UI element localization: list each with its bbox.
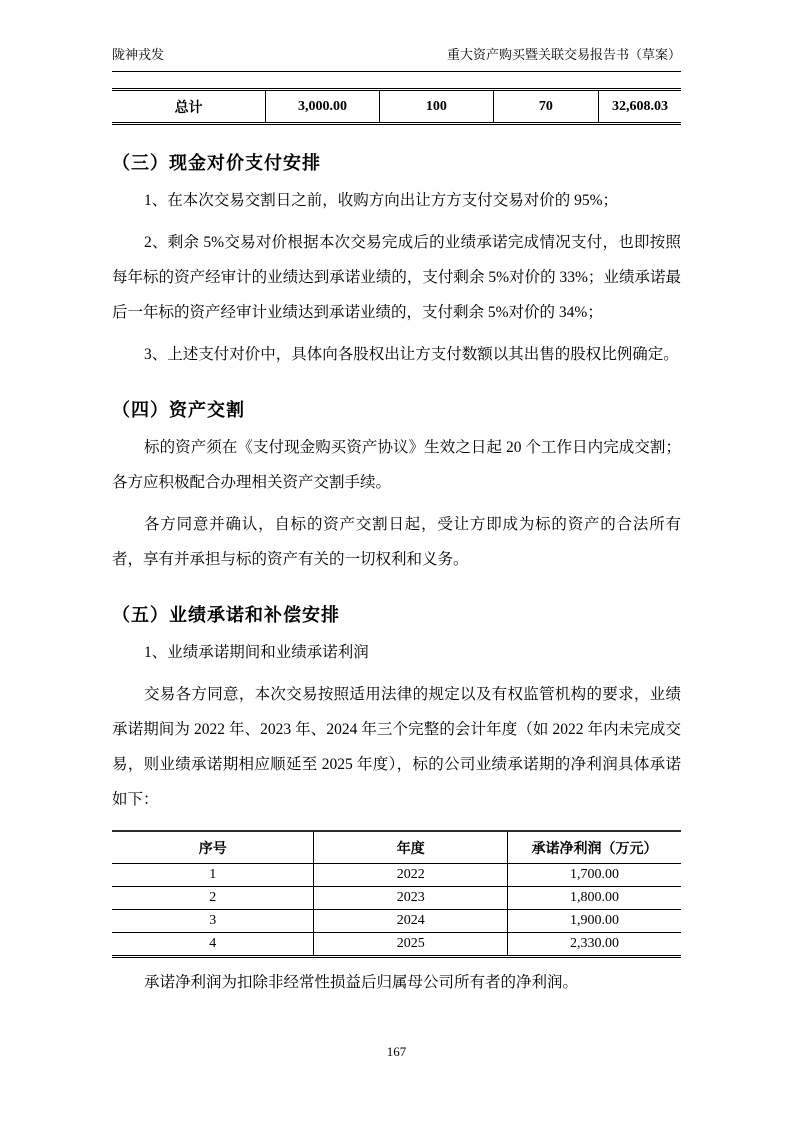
cell-profit: 1,800.00 [507, 887, 681, 910]
header-report-title: 重大资产购买暨关联交易报告书（草案） [446, 47, 681, 62]
table-row [112, 910, 681, 933]
cell-profit: 1,900.00 [507, 910, 681, 933]
closing-paragraph: 承诺净利润为扣除非经常性损益后归属母公司所有者的净利润。 [144, 974, 579, 991]
paragraph: 3、上述支付对价中，具体向各股权出让方支付数额以其出售的股权比例确定。 [144, 346, 679, 363]
col-header-promised-profit: 承诺净利润（万元） [507, 831, 681, 864]
summary-value-1: 3,000.00 [266, 90, 380, 124]
paragraph: 2、剩余 5%交易对价根据本次交易完成后的业绩承诺完成情况支付，也即按照每年标的资产经审计的业绩达到承诺业绩的，支付剩余 5%对价的 33%；业绩承诺最后一年标的资产经审计业绩达到承诺业绩的，支付剩余 5%对价的 34%； [112, 234, 681, 321]
cell-index: 4 [209, 936, 217, 951]
cell-year: 2022 [314, 864, 507, 887]
cell-index: 2 [112, 887, 314, 910]
header-company-name: 陇神戎发 [112, 47, 165, 62]
paragraph: 各方同意并确认，自标的资产交割日起，受让方即成为标的资产的合法所有者，享有并承担与标的资产有关的一切权利和义务。 [112, 516, 681, 568]
summary-value-2: 100 [379, 90, 493, 124]
cell-index: 1 [112, 864, 314, 887]
cell-year: 2024 [314, 910, 507, 933]
summary-value-3: 70 [493, 90, 598, 124]
summary-total-row [112, 90, 681, 124]
summary-total-label: 总计 [174, 101, 203, 116]
col-header-year: 年度 [314, 831, 507, 864]
profit-commitment-table [112, 830, 681, 958]
col-header-index: 序号 [112, 831, 314, 864]
paragraph: 1、在本次交易交割日之前，收购方向出让方方支付交易对价的 95%； [144, 192, 619, 209]
subsection-title: 1、业绩承诺期间和业绩承诺利润 [144, 644, 369, 661]
cell-year: 2023 [314, 887, 507, 910]
table-row [112, 933, 681, 957]
summary-value-4: 32,608.03 [598, 90, 681, 124]
paragraph: 标的资产须在《支付现金购买资产协议》生效之日起 20 个工作日内完成交割；各方应积极配合办理相关资产交割手续。 [112, 439, 681, 491]
cell-profit: 2,330.00 [507, 933, 681, 957]
section-heading-cash-payment: （三）现金对价支付安排 [112, 153, 321, 173]
profit-table-header-row [112, 831, 681, 864]
summary-table [112, 88, 681, 125]
page-number: 167 [386, 1044, 407, 1059]
cell-index: 3 [112, 910, 314, 933]
table-row [112, 864, 681, 887]
cell-profit: 1,700.00 [507, 864, 681, 887]
section-heading-asset-delivery: （四）资产交割 [112, 400, 245, 420]
table-row [112, 887, 681, 910]
cell-year: 2025 [314, 933, 507, 957]
page-header [112, 46, 681, 72]
section-heading-performance-commitment: （五）业绩承诺和补偿安排 [112, 605, 340, 625]
paragraph: 交易各方同意，本次交易按照适用法律的规定以及有权监管机构的要求，业绩承诺期间为 2022 年、2023 年、2024 年三个完整的会计年度（如 2022 年内未完成交易，则业绩承诺期相应顺延至 2025 年度），标的公司业绩承诺期的净利润具体承诺如下： [112, 686, 681, 808]
